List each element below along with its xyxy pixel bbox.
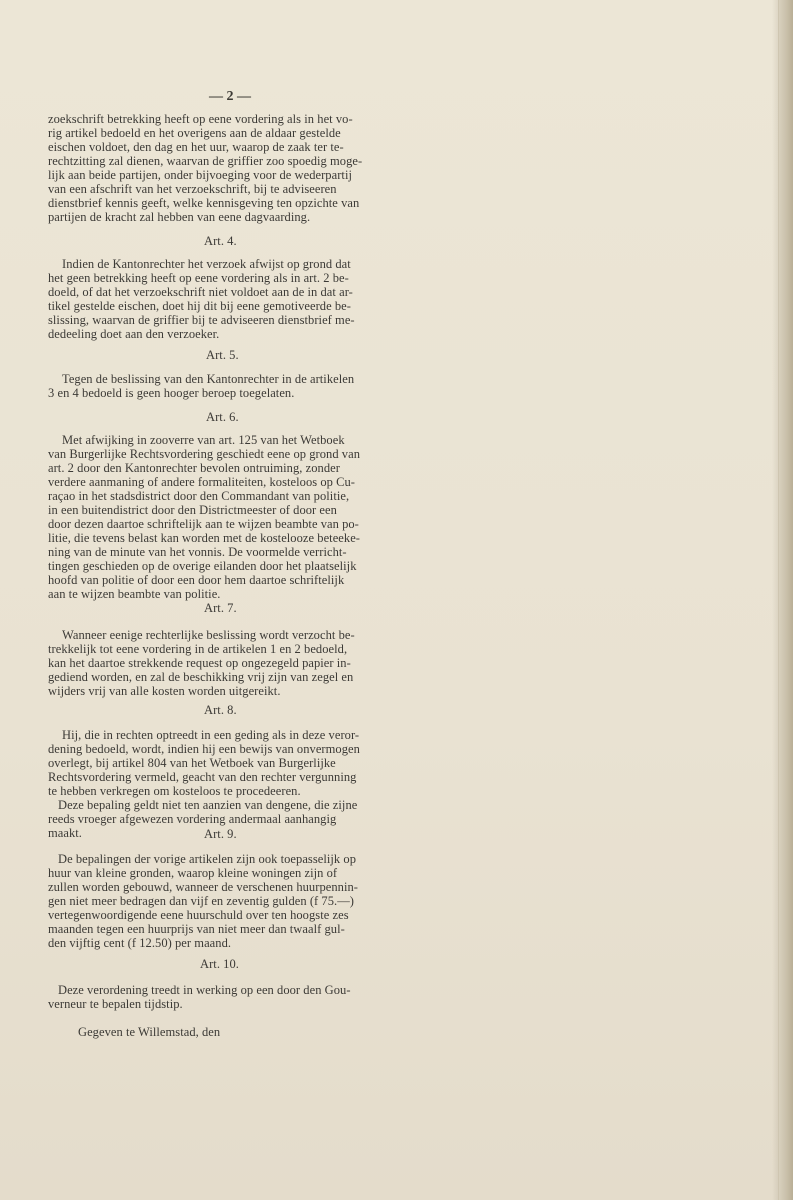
text-line: Hij, die in rechten optreedt in een geding als in deze veror- — [62, 728, 360, 742]
text-line: Met afwijking in zooverre van art. 125 van het Wetboek — [62, 433, 345, 447]
text-line: reeds vroeger afgewezen vordering andermaal aanhangig — [48, 812, 337, 826]
text-line: Wanneer eenige rechterlijke beslissing wordt verzocht be- — [62, 628, 355, 642]
article-heading-10: Art. 10. — [200, 957, 239, 971]
text-line: het geen betrekking heeft op eene vordering als in art. 2 be- — [48, 271, 349, 285]
text-line: Deze verordening treedt in werking op een door den Gou- — [58, 983, 351, 997]
text-line: doeld, of dat het verzoekschrift niet voldoet aan de in dat ar- — [48, 285, 353, 299]
text-line: zoekschrift betrekking heeft op eene vordering als in het vo- — [48, 112, 353, 126]
text-line: te hebben verkregen om kosteloos te procedeeren. — [48, 784, 301, 798]
article-heading-8: Art. 8. — [204, 703, 237, 717]
text-line: van een afschrift van het verzoekschrift, bij te adviseeren — [48, 182, 337, 196]
page-number: — 2 — — [209, 89, 251, 104]
page-fold-edge — [779, 0, 793, 1200]
text-line: tingen geschieden op de overige eilanden door het plaatselijk — [48, 559, 357, 573]
text-line: De bepalingen der vorige artikelen zijn ook toepasselijk op — [58, 852, 356, 866]
article-heading-6: Art. 6. — [206, 410, 239, 424]
text-line: maanden tegen een huurprijs van niet meer dan twaalf gul- — [48, 922, 345, 936]
text-line: rechtzitting zal dienen, waarvan de griffier zoo spoedig moge- — [48, 154, 363, 168]
text-line: dedeeling doet aan den verzoeker. — [48, 327, 220, 341]
text-line: Indien de Kantonrechter het verzoek afwijst op grond dat — [62, 257, 351, 271]
text-line: verdere aanmaning of andere formaliteiten, kosteloos op Cu- — [48, 475, 356, 489]
text-line: van Burgerlijke Rechtsvordering geschiedt eene op grond van — [48, 447, 361, 461]
text-line: door dezen daartoe schriftelijk aan te wijzen beambte van po- — [48, 517, 359, 531]
text-line: Deze bepaling geldt niet ten aanzien van dengene, die zijne — [58, 798, 358, 812]
text-line: gen niet meer bedragen dan vijf en zeventig gulden (f 75.—) — [48, 894, 354, 908]
text-line: art. 2 door den Kantonrechter bevolen ontruiming, zonder — [48, 461, 340, 475]
text-line: Tegen de beslissing van den Kantonrechter in de artikelen — [62, 372, 355, 386]
text-line: hoofd van politie of door een door hem daartoe schriftelijk — [48, 573, 345, 587]
text-line: rig artikel bedoeld en het overigens aan de aldaar gestelde — [48, 126, 341, 140]
text-line: eischen voldoet, den dag en het uur, waarop de zaak ter te- — [48, 140, 344, 154]
text-line: dening bedoeld, wordt, indien hij een bewijs van onvermogen — [48, 742, 360, 756]
text-line: den vijftig cent (f 12.50) per maand. — [48, 936, 232, 950]
text-line: litie, die tevens belast kan worden met de kostelooze beteeke- — [48, 531, 361, 545]
text-line: partijen de kracht zal hebben van eene dagvaarding. — [48, 210, 311, 224]
text-line: aan te wijzen beambte van politie. — [48, 587, 221, 601]
text-line: verneur te bepalen tijdstip. — [48, 997, 183, 1011]
text-line: trekkelijk tot eene vordering in de artikelen 1 en 2 bedoeld, — [48, 642, 348, 656]
article-heading-7: Art. 7. — [204, 601, 237, 615]
text-line: maakt. — [48, 826, 82, 840]
text-line: kan het daartoe strekkende request op ongezegeld papier in- — [48, 656, 351, 670]
text-line: tikel gestelde eischen, doet hij dit bij eene gemotiveerde be- — [48, 299, 351, 313]
text-line: dienstbrief kennis geeft, welke kennisgeving ten opzichte van — [48, 196, 360, 210]
signoff-line: Gegeven te Willemstad, den — [78, 1025, 221, 1039]
text-line: ning van de minute van het vonnis. De voormelde verricht- — [48, 545, 347, 559]
text-line: wijders vrij van alle kosten worden uitgereikt. — [48, 684, 281, 698]
text-line: slissing, waarvan de griffier bij te adviseeren dienstbrief me- — [48, 313, 355, 327]
text-line: Rechtsvordering vermeld, geacht van den rechter vergunning — [48, 770, 357, 784]
text-line: in een buitendistrict door den Districtmeester of door een — [48, 503, 337, 517]
text-line: raçao in het stadsdistrict door den Commandant van politie, — [48, 489, 350, 503]
article-heading-4: Art. 4. — [204, 234, 237, 248]
text-line: overlegt, bij artikel 804 van het Wetboek van Burgerlijke — [48, 756, 336, 770]
text-line: huur van kleine gronden, waarop kleine woningen zijn of — [48, 866, 338, 880]
text-line: lijk aan beide partijen, onder bijvoeging voor de wederpartij — [48, 168, 352, 182]
text-line: gediend worden, en zal de beschikking vrij zijn van zegel en — [48, 670, 354, 684]
article-heading-9: Art. 9. — [204, 827, 237, 841]
article-heading-5: Art. 5. — [206, 348, 239, 362]
text-line: zullen worden gebouwd, wanneer de verschenen huurpennin- — [48, 880, 358, 894]
text-line: 3 en 4 bedoeld is geen hooger beroep toegelaten. — [48, 386, 295, 400]
text-line: vertegenwoordigende eene huurschuld over ten hoogste zes — [48, 908, 349, 922]
